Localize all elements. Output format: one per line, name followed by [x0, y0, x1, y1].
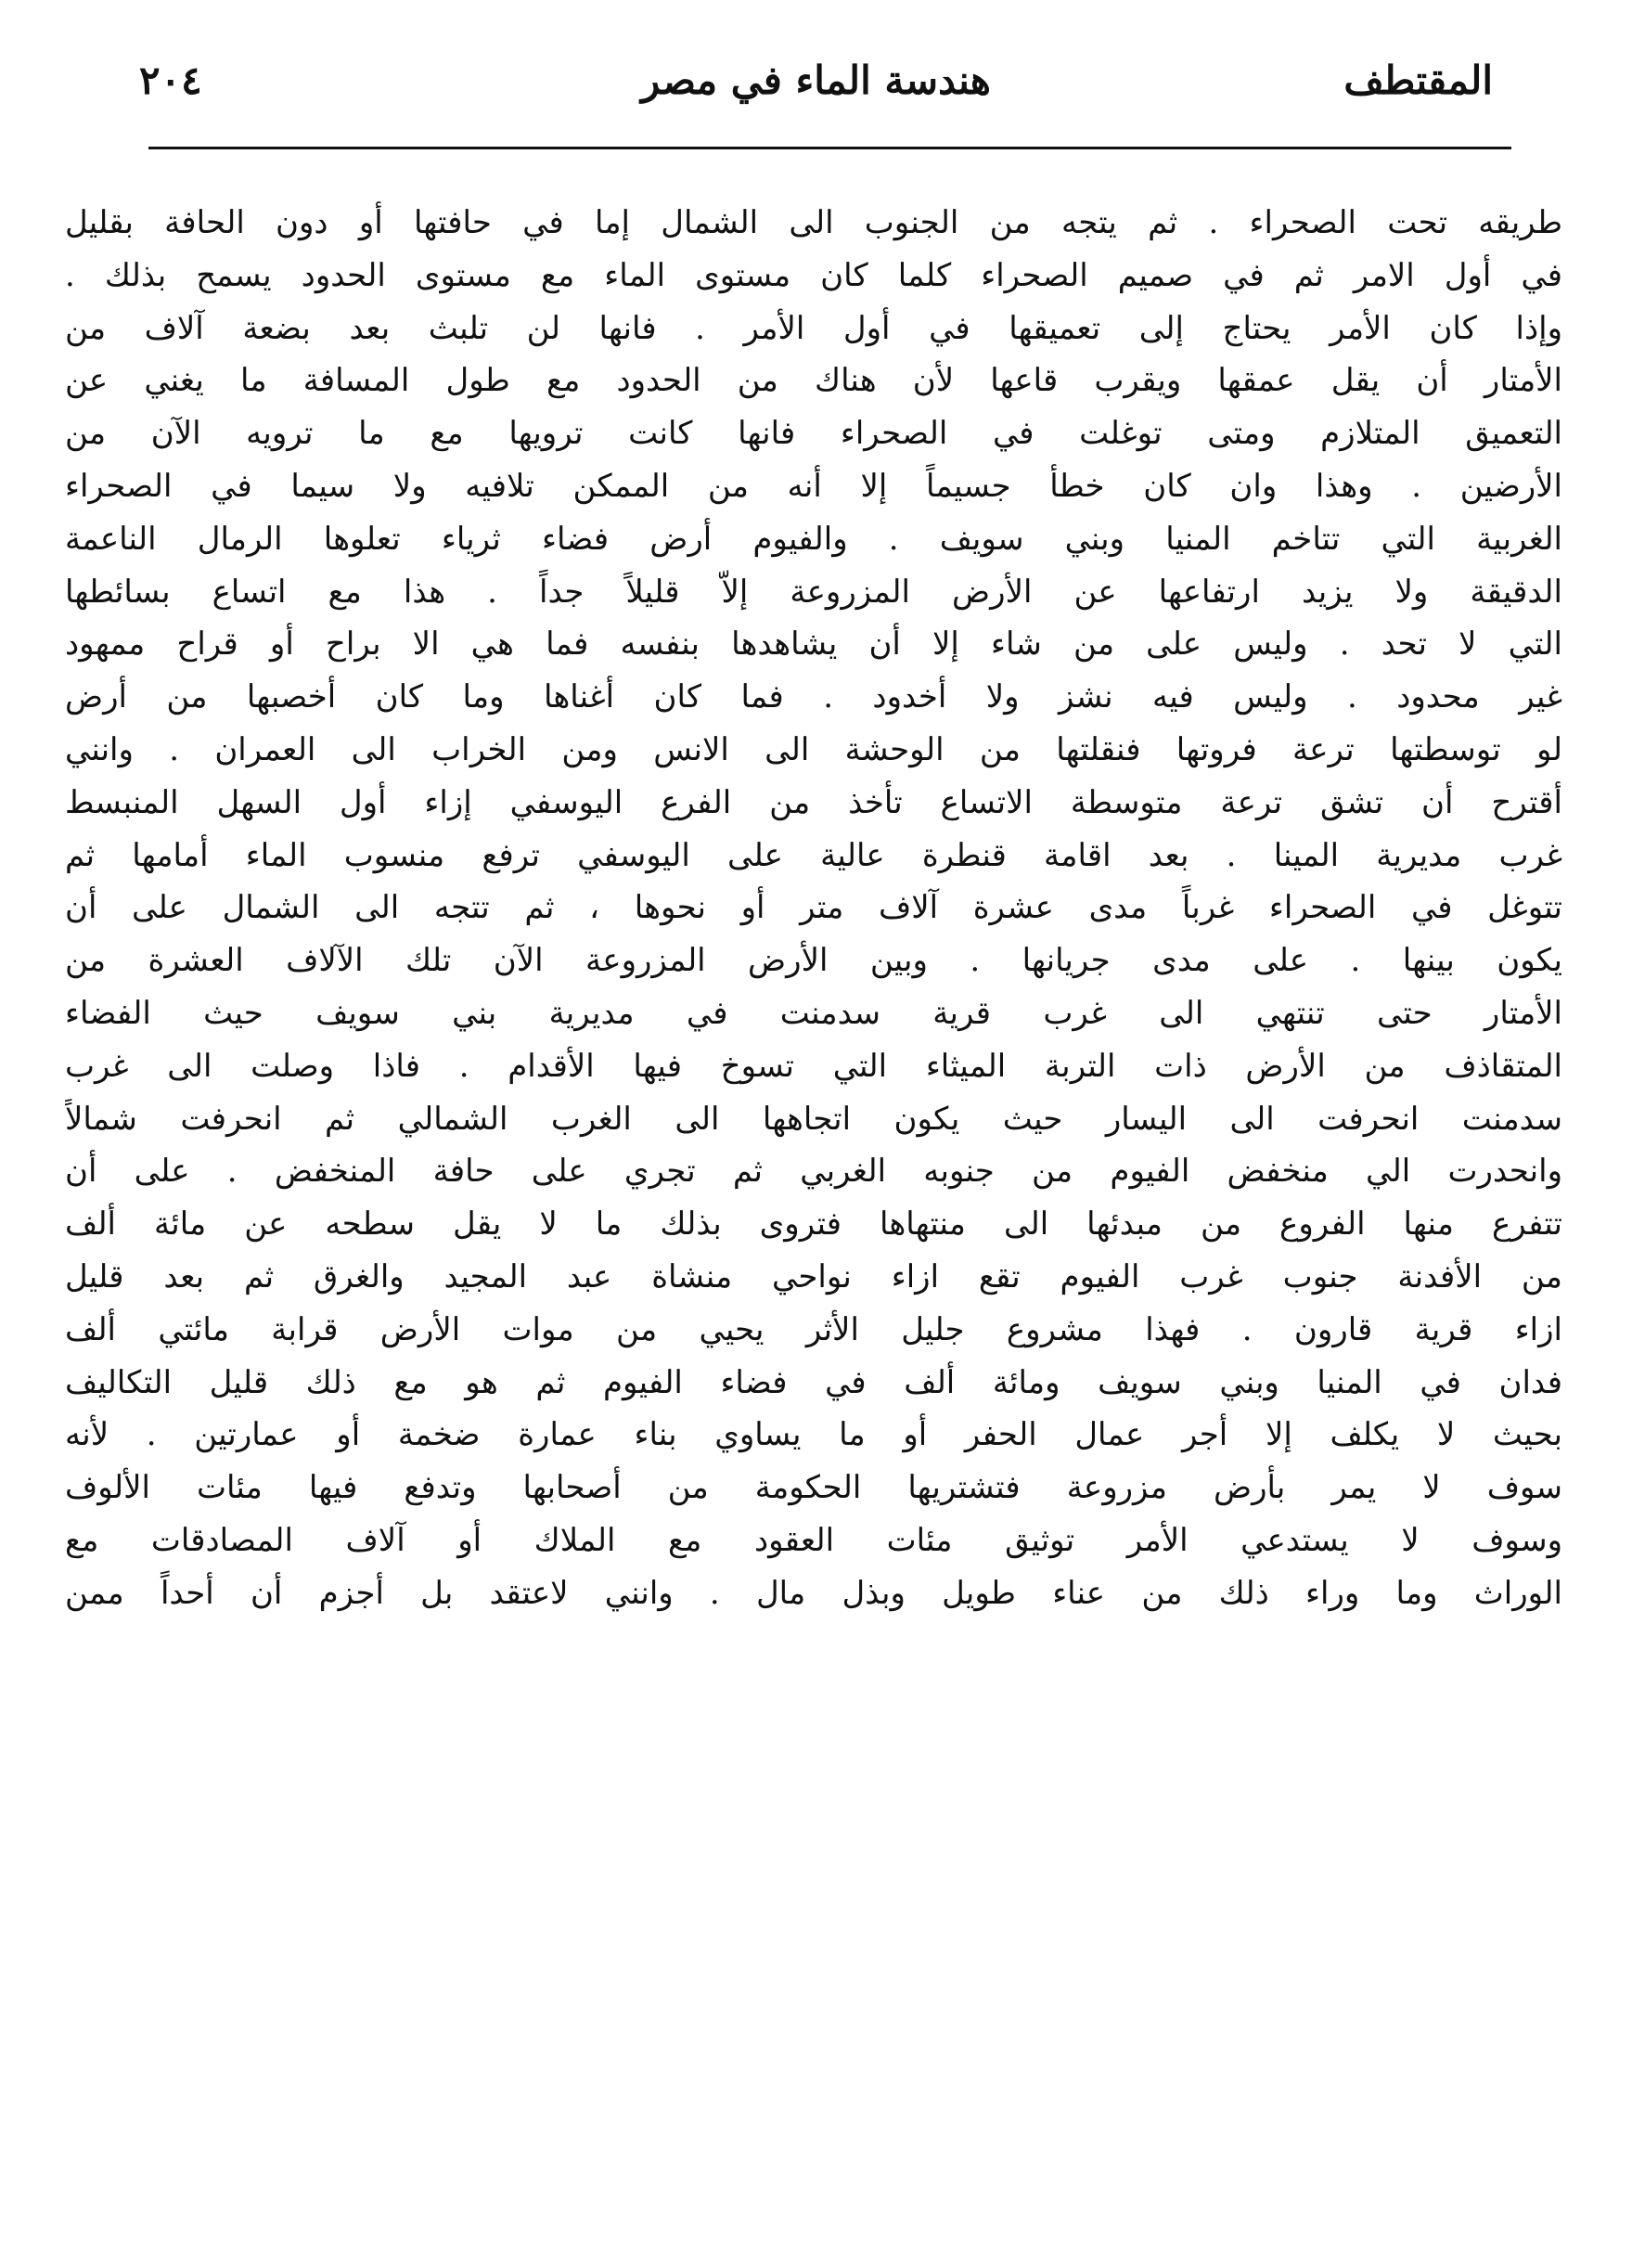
text-line: الأرضين . وهذا وان كان خطأ جسيماً إلا أنه من الممكن تلافيه ولا سيما في الصحراء — [65, 467, 1562, 505]
text-line: طريقه تحت الصحراء . ثم يتجه من الجنوب الى الشمال إما في حافتها أو دون الحافة بقليل — [65, 204, 1562, 241]
text-line: غرب مديرية المينا . بعد اقامة قنطرة عالية على اليوسفي ترفع منسوب الماء أمامها ثم — [65, 836, 1562, 874]
text-line: التي لا تحد . وليس على من شاء إلا أن يشاهدها بنفسه فما هي الا براح أو قراح ممهود — [65, 625, 1562, 664]
text-line: الأمتار أن يقل عمقها ويقرب قاعها لأن هناك من الحدود مع طول المسافة ما يغني عن — [65, 362, 1562, 400]
text-line: تتوغل في الصحراء غرباً مدى عشرة آلاف متر أو نحوها ، ثم تتجه الى الشمال على أن — [65, 889, 1562, 927]
text-line: وانحدرت الي منخفض الفيوم من جنوبه الغربي ثم تجري على حافة المنخفض . على أن — [65, 1153, 1562, 1191]
text-line: يكون بينها . على مدى جريانها . وبين الأرض المزروعة الآن تلك الآلاف العشرة من — [65, 942, 1562, 980]
text-line: سدمنت انحرفت الى اليسار حيث يكون اتجاهها الى الغرب الشمالي ثم انحرفت شمالاً — [65, 1100, 1562, 1138]
text-line: الوراث وما وراء ذلك من عناء طويل وبذل مال . وانني لاعتقد بل أجزم أن أحداً ممن — [65, 1574, 1562, 1612]
text-line: فدان في المنيا وبني سويف ومائة ألف في فضاء الفيوم ثم هو مع ذلك قليل التكاليف — [65, 1363, 1562, 1401]
text-line: وسوف لا يستدعي الأمر توثيق مئات العقود مع الملاك أو آلاف المصادقات مع — [65, 1521, 1562, 1559]
body-text — [65, 197, 1562, 1620]
text-line: الأمتار حتى تنتهي الى غرب قرية سدمنت في مديرية بني سويف حيث الفضاء — [65, 994, 1562, 1032]
text-line: في أول الامر ثم في صميم الصحراء كلما كان مستوى الماء مع مستوى الحدود يسمح بذلك . — [65, 256, 1562, 294]
text-line: غير محدود . وليس فيه نشز ولا أخدود . فما كان أغناها وما كان أخصبها من أرض — [65, 678, 1562, 716]
text-line: المتقاذف من الأرض ذات التربة الميثاء التي تسوخ فيها الأقدام . فاذا وصلت الى غرب — [65, 1047, 1562, 1085]
text-line: الدقيقة ولا يزيد ارتفاعها عن الأرض المزروعة إلاّ قليلاً جداً . هذا مع اتساع بسائطها — [65, 573, 1562, 611]
text-line: التعميق المتلازم ومتى توغلت في الصحراء فانها كانت ترويها مع ما ترويه الآن من — [65, 415, 1562, 453]
header-rule — [148, 147, 1511, 149]
text-line: بحيث لا يكلف إلا أجر عمال الحفر أو ما يساوي بناء عمارة ضخمة أو عمارتين . لأنه — [65, 1416, 1562, 1454]
text-line: سوف لا يمر بأرض مزروعة فتشتريها الحكومة من أصحابها وتدفع فيها مئات الألوف — [65, 1469, 1562, 1507]
text-line: وإذا كان الأمر يحتاج إلى تعميقها في أول الأمر . فانها لن تلبث بعد بضعة آلاف من — [65, 309, 1562, 347]
running-title: هندسة الماء في مصر — [641, 58, 991, 103]
text-line: أقترح أن تشق ترعة متوسطة الاتساع تأخذ من الفرع اليوسفي إزاء أول السهل المنبسط — [65, 783, 1562, 821]
text-line: لو توسطتها ترعة فروتها فنقلتها من الوحشة الى الانس ومن الخراب الى العمران . وانني — [65, 730, 1562, 768]
journal-name: المقتطف — [1343, 58, 1493, 103]
running-head — [139, 58, 1493, 122]
text-line: من الأفدنة جنوب غرب الفيوم تقع ازاء نواحي منشاة عبد المجيد والغرق ثم بعد قليل — [65, 1257, 1562, 1295]
page-number: ٢٠٤ — [139, 58, 202, 103]
text-line: ازاء قرية قارون . فهذا مشروع جليل الأثر يحيي من موات الأرض قرابة مائتي ألف — [65, 1310, 1562, 1348]
text-line: الغربية التي تتاخم المنيا وبني سويف . والفيوم أرض فضاء ثرياء تعلوها الرمال الناعمة — [65, 520, 1562, 558]
text-line: تتفرع منها الفروع من مبدئها الى منتهاها فتروى بذلك ما لا يقل سطحه عن مائة ألف — [65, 1205, 1562, 1244]
